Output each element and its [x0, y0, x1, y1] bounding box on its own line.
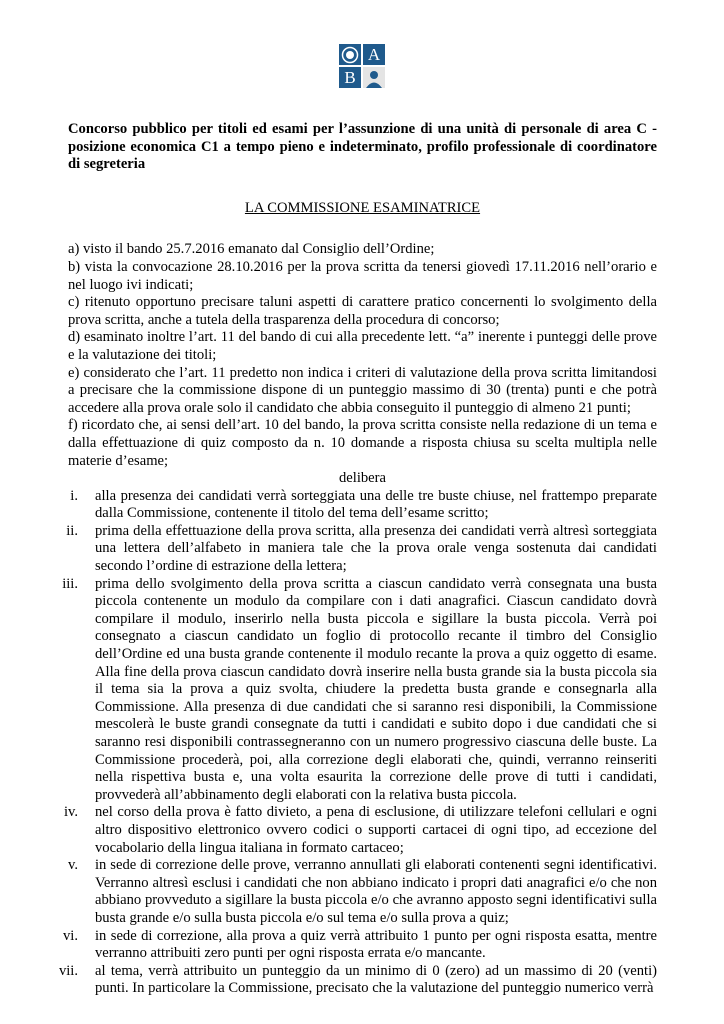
document-body [58, 121, 657, 998]
list-item [63, 927, 657, 963]
item-number: iii. [62, 575, 78, 592]
item-number: i. [70, 487, 78, 504]
list-item [68, 488, 657, 523]
item-number: vii. [58, 962, 78, 979]
item-number: vi. [63, 927, 78, 944]
premise-e: e) considerato che l’art. 11 predetto non indica i criteri di valutazione della prova scritta limitandosi a precisare che la commissione dispone di un punteggio massimo di 30 (trenta) punti e che potrà accedere alla prova orale solo il candidato che abbia conseguito il punteggio di almeno 21 punti; [68, 364, 657, 416]
logo-emblem-icon [339, 44, 361, 65]
list-item [68, 857, 657, 927]
delibera-label: delibera [339, 470, 386, 487]
item-number: ii. [66, 522, 78, 539]
logo [339, 44, 385, 88]
premise-f: f) ricordato che, ai sensi dell’art. 10 del bando, la prova scritta consiste nella redazione di un tema e dalla effettuazione di quiz composto da n. 10 domande a risposta chiusa su scelta multipla nelle materie d’esame; [68, 417, 657, 469]
list-item [58, 962, 657, 998]
item-text: prima dello svolgimento della prova scritta a ciascun candidato verrà consegnata una busta piccola contenente un modulo da compilare con i dati anagrafici. Ciascun candidato dovrà compilare il modulo, inserirlo nella busta piccola e sigillare la busta piccola. Verrà poi consegnato a ciascun candidato un foglio di protocollo recante il timbro del Consiglio dell’Ordine ed una busta grande contenente il modulo recante la prova a quiz oggetto di esame. Alla fine della prova ciascun candidato dovrà inserire nella busta grande sia la busta piccola sia il tema sia la prova a quiz svolta, chiudere la predetta busta grande e consegnarla alla Commissione. Alla presenza di due candidati che si saranno resi disponibili, la Commissione mescolerà le buste grandi consegnate da tutti i candidati e subito dopo i due candidati che si saranno resi disponibili contrassegneranno con un numero progressivo ciascuna delle buste. La Commissione procederà, poi, alla correzione degli elaborati che, quindi, verranno reinseriti nella rispettiva busta e, una volta esaurita la correzione delle prove di tutti i candidati, provvederà all’abbinamento degli elaborati con la relativa busta piccola. [95, 575, 657, 803]
list-item [68, 523, 657, 576]
item-number: v. [68, 857, 78, 874]
premise-b: b) vista la convocazione 28.10.2016 per la prova scritta da tenersi giovedì 17.11.2016 nell’orario e nel luogo ivi indicati; [68, 258, 657, 293]
premises [68, 241, 657, 470]
premise-c: c) ritenuto opportuno precisare taluni aspetti di carattere pratico concernenti lo svolgimento della prova scritta, anche a tutela della trasparenza della procedura di concorso; [68, 294, 657, 328]
resolution-list [58, 487, 657, 998]
item-text: nel corso della prova è fatto divieto, a pena di esclusione, di utilizzare telefoni cellulari e ogni altro dispositivo elettronico ovvero codici o supporti cartacei di ogni tipo, ad eccezione del vocabolario della lingua italiana in formato cartaceo; [95, 804, 657, 856]
item-number: iv. [63, 804, 78, 821]
list-item [62, 575, 657, 805]
item-text: al tema, verrà attribuito un punteggio da un minimo di 0 (zero) ad un massimo di 20 (venti) punti. In particolare la Commissione, precisato che la valutazione del punteggio numerico verrà [95, 962, 657, 997]
item-text: prima della effettuazione della prova scritta, alla presenza dei candidati verrà altresì sorteggiata una lettera dell’alfabeto in maniera tale che la prova orale venga sostenuta dai candidati secondo l’ordine di estrazione della lettera; [95, 522, 657, 575]
logo-letter-b: B [339, 67, 361, 88]
item-text: in sede di correzione delle prove, verranno annullati gli elaborati contenenti segni identificativi. Verranno altresì esclusi i candidati che non abbiano indicato i propri dati anagrafici e/o che non abbiano provveduto a sigillare la busta piccola e/o che avranno apposto segni identificativi sulla busta grande e/o sulla busta piccola e/o sul tema e/o sulla prova a quiz; [95, 857, 657, 926]
document-title: Concorso pubblico per titoli ed esami per l’assunzione di una unità di personale di area C - posizione economica C1 a tempo pieno e indeterminato, profilo professionale di coordinatore di segreteria [68, 121, 657, 173]
logo-letter-a: A [363, 44, 385, 65]
section-heading: LA COMMISSIONE ESAMINATRICE [244, 199, 481, 216]
item-text: in sede di correzione, alla prova a quiz verrà attribuito 1 punto per ogni risposta esatta, mentre verranno attribuiti zero punti per ogni risposta errata e/o mancante. [95, 927, 657, 962]
list-item [63, 804, 657, 857]
logo-portrait-icon [363, 67, 385, 88]
premise-d: d) esaminato inoltre l’art. 11 del bando di cui alla precedente lett. “a” inerente i punteggi delle prove e la valutazione dei titoli; [68, 329, 657, 363]
item-text: alla presenza dei candidati verrà sorteggiata una delle tre buste chiuse, nel frattempo preparate dalla Commissione, contenente il titolo del tema dell’esame scritto; [95, 487, 657, 522]
premise-a: a) visto il bando 25.7.2016 emanato dal Consiglio dell’Ordine; [68, 241, 435, 258]
